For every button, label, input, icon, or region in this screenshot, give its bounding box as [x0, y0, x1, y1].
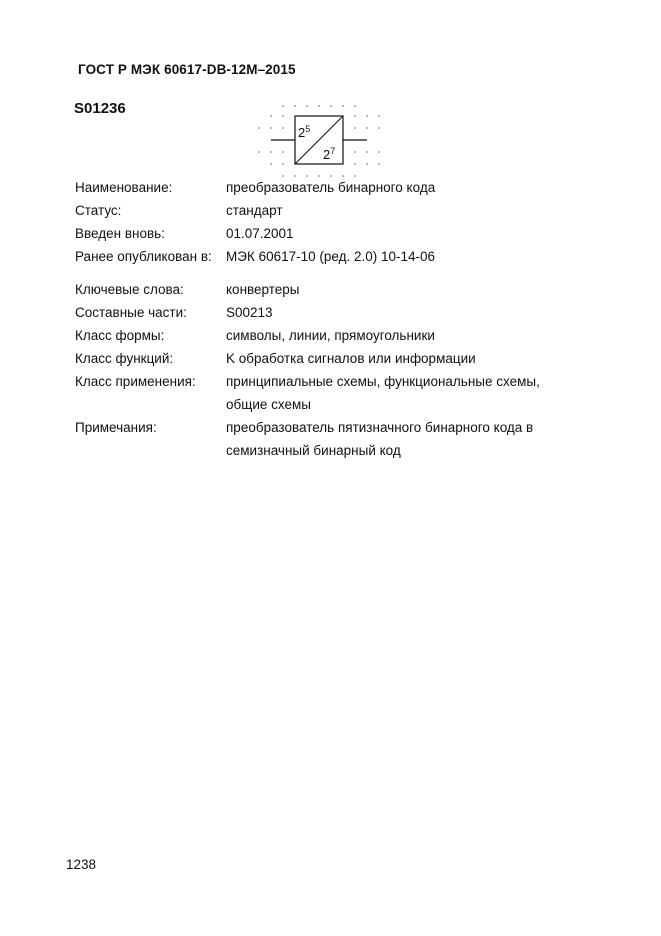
converter-symbol [252, 100, 388, 180]
application-class-value-line1: принципиальные схемы, функциональные схемы, [226, 374, 540, 389]
keywords-value: конвертеры [226, 282, 300, 297]
form-class-label: Класс формы: [75, 328, 165, 343]
notes-value-line2: семизначный бинарный код [226, 443, 401, 458]
document-header: ГОСТ Р МЭК 60617-DB-12M–2015 [78, 62, 296, 77]
function-class-value: K обработка сигналов или информации [226, 351, 476, 366]
name-value: преобразователь бинарного кода [226, 180, 436, 195]
converter-diagonal [295, 116, 343, 164]
page-number: 1238 [66, 857, 97, 872]
published-value: МЭК 60617-10 (ред. 2.0) 10-14-06 [226, 249, 436, 264]
notes-value-line1: преобразователь пятизначного бинарного кода в [226, 420, 534, 435]
application-class-label: Класс применения: [75, 374, 196, 389]
introduced-value: 01.07.2001 [226, 226, 294, 241]
keywords-label: Ключевые слова: [75, 282, 184, 297]
parts-label: Составные части: [75, 305, 187, 320]
introduced-label: Введен вновь: [75, 226, 165, 241]
form-class-value: символы, линии, прямоугольники [226, 328, 435, 343]
function-class-label: Класс функций: [75, 351, 174, 366]
parts-value: S00213 [226, 305, 273, 320]
symbol-code: S01236 [74, 100, 126, 117]
status-value: стандарт [226, 203, 283, 218]
input-code-label: $2^5$ [298, 124, 311, 140]
name-label: Наименование: [75, 180, 173, 195]
output-code-label: $2^7$ [323, 146, 336, 162]
application-class-value-line2: общие схемы [226, 397, 311, 412]
published-label: Ранее опубликован в: [75, 249, 212, 264]
status-label: Статус: [75, 203, 122, 218]
notes-label: Примечания: [75, 420, 157, 435]
